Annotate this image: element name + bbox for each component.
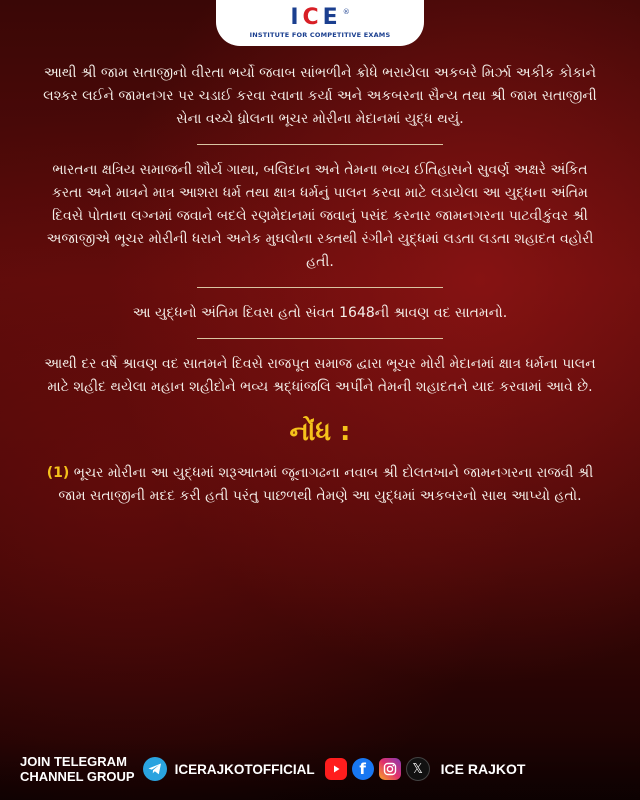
join-telegram-text [20, 754, 135, 784]
brand-name: ICE RAJKOT [440, 761, 526, 777]
note-text: ભૂચર મોરીના આ યુદ્ધમાં શરૂઆતમાં જૂનાગઢના નવાબ શ્રી દોલતખાને જામનગરના રાજવી શ્રી જામ સતાજીની મદદ કરી હતી પરંતુ પાછળથી તેમણે આ યુદ્ધમાં અકબરનો સાથ આપ્યો હતો. [58, 465, 594, 504]
note-heading: નોંધ : [289, 417, 351, 447]
join-line-1: JOIN TELEGRAM [20, 754, 127, 769]
note-paragraph [40, 462, 600, 508]
note-number: (1) [46, 465, 70, 481]
join-line-2: CHANNEL GROUP [20, 769, 135, 784]
paragraph-4: આથી દર વર્ષે શ્રાવણ વદ સાતમને દિવસે રાજપૂત સમાજ દ્વારા ભૂચર મોરી મેદાનમાં ક્ષાત્ર ધર્મના પાલન માટે શહીદ થયેલા મહાન શહીદોને ભવ્ય શ્રદ્ધાંજલિ અર્પીને તેમની શહાદતને યાદ કરવામાં આવે છે. [44, 356, 596, 395]
x-icon[interactable]: 𝕏 [406, 757, 430, 781]
article-body [40, 62, 600, 508]
telegram-icon[interactable] [143, 757, 167, 781]
divider [197, 287, 443, 288]
paragraph-3: આ યુદ્ધનો અંતિમ દિવસ હતો સંવત 1648ની શ્રાવણ વદ સાતમનો. [132, 305, 508, 321]
footer-bar [0, 738, 640, 800]
logo-subtitle: INSTITUTE FOR COMPETITIVE EXAMS [249, 30, 391, 39]
instagram-icon[interactable] [379, 758, 401, 780]
paragraph-1: આથી શ્રી જામ સતાજીનો વીરતા ભર્યો જવાબ સાંભળીને ક્રોધે ભરાયેલા અકબરે મિર્ઝા અકીક કોકાને લશ્કર લઈને જામનગર પર ચડાઈ કરવા રવાના કર્યા અને અકબરના સૈન્ય તથા શ્રી જામ સતાજીની સેના વચ્ચે ધ્રોલના ભૂચર મોરીના મેદાનમાં યુદ્ધ થયું. [43, 65, 597, 127]
paragraph-2: ભારતના ક્ષત્રિય સમાજની શૌર્ય ગાથા, બલિદાન અને તેમના ભવ્ય ઈતિહાસને સુવર્ણ અક્ષરે અંકિત કરતા અને માત્રને માત્ર આશરા ધર્મ તથા ક્ષાત્ર ધર્મનું પાલન કરવા માટે લડાયેલા આ યુદ્ધના અંતિમ દિવસે પોતાના લગ્નમાં જવાને બદલે રણમેદાનમાં જવાનું પસંદ કરનાર જામનગરના પાટવીકુંવર શ્રી અજાજીએ ભૂચર મોરીની ધરાને અનેક મુઘલોના રક્તથી રંગીને યુદ્ધમાં લડતા લડતા શહાદત વહોરી હતી. [46, 162, 594, 270]
ice-logo [290, 4, 350, 30]
logo-letter-i: I [290, 4, 300, 30]
divider [197, 338, 443, 339]
facebook-icon[interactable]: f [352, 758, 374, 780]
youtube-icon[interactable] [325, 758, 347, 780]
divider [197, 144, 443, 145]
logo-letter-c: C [302, 4, 320, 30]
logo-banner [216, 0, 424, 46]
logo-letter-e: E [322, 4, 339, 30]
telegram-handle[interactable]: ICERAJKOTOFFICIAL [174, 761, 315, 777]
registered-mark: ® [342, 7, 350, 16]
